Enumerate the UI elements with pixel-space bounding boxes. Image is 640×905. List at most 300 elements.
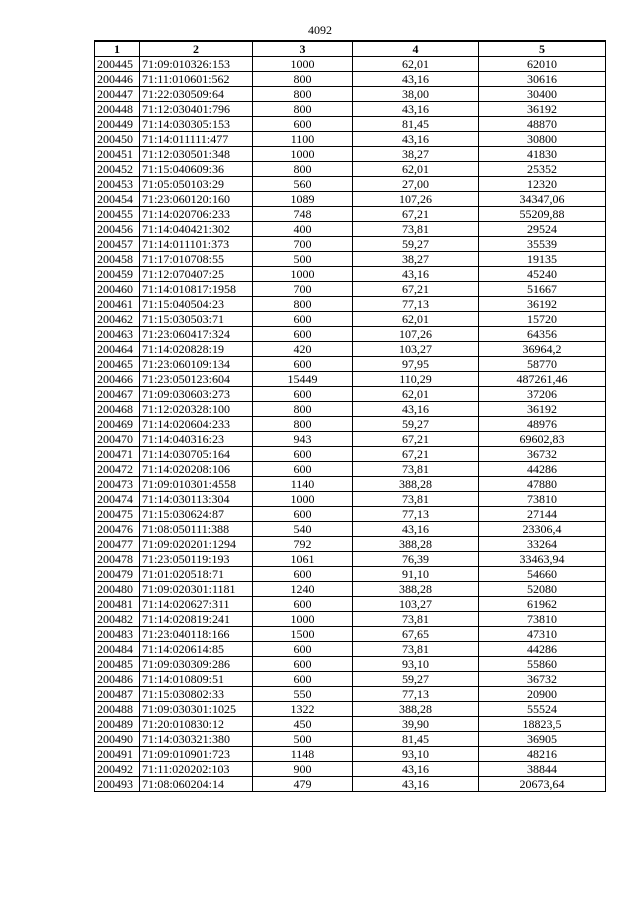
table-cell-col-4: 93,10 xyxy=(353,747,479,762)
table-cell-col-5: 55209,88 xyxy=(479,207,606,222)
table-cell-col-5: 47880 xyxy=(479,477,606,492)
table-cell-col-1: 200464 xyxy=(95,342,140,357)
table-cell-col-3: 800 xyxy=(253,102,353,117)
table-cell-col-3: 1061 xyxy=(253,552,353,567)
table-row xyxy=(95,87,606,102)
table-cell-col-4: 59,27 xyxy=(353,417,479,432)
table-cell-col-4: 81,45 xyxy=(353,117,479,132)
table-cell-col-4: 76,39 xyxy=(353,552,479,567)
table-cell-col-1: 200447 xyxy=(95,87,140,102)
table-cell-col-4: 388,28 xyxy=(353,477,479,492)
table-cell-col-5: 36192 xyxy=(479,102,606,117)
table-cell-col-3: 600 xyxy=(253,462,353,477)
table-cell-col-5: 25352 xyxy=(479,162,606,177)
table-cell-col-4: 39,90 xyxy=(353,717,479,732)
table-cell-col-1: 200471 xyxy=(95,447,140,462)
table-cell-col-2: 71:15:040504:23 xyxy=(140,297,253,312)
table-cell-col-2: 71:15:030802:33 xyxy=(140,687,253,702)
table-cell-col-1: 200448 xyxy=(95,102,140,117)
table-cell-col-1: 200446 xyxy=(95,72,140,87)
table-cell-col-1: 200475 xyxy=(95,507,140,522)
table-cell-col-4: 38,27 xyxy=(353,252,479,267)
table-cell-col-1: 200459 xyxy=(95,267,140,282)
table-cell-col-4: 43,16 xyxy=(353,777,479,792)
table-cell-col-3: 1100 xyxy=(253,132,353,147)
table-cell-col-1: 200467 xyxy=(95,387,140,402)
table-cell-col-2: 71:23:040118:166 xyxy=(140,627,253,642)
table-cell-col-4: 43,16 xyxy=(353,102,479,117)
table-cell-col-1: 200490 xyxy=(95,732,140,747)
table-cell-col-1: 200473 xyxy=(95,477,140,492)
table-cell-col-5: 36905 xyxy=(479,732,606,747)
table-row xyxy=(95,162,606,177)
table-cell-col-2: 71:14:020819:241 xyxy=(140,612,253,627)
table-row xyxy=(95,147,606,162)
table-cell-col-1: 200450 xyxy=(95,132,140,147)
table-cell-col-4: 67,21 xyxy=(353,282,479,297)
table-row xyxy=(95,732,606,747)
table-cell-col-1: 200469 xyxy=(95,417,140,432)
table-cell-col-2: 71:14:010817:1958 xyxy=(140,282,253,297)
table-cell-col-5: 20900 xyxy=(479,687,606,702)
table-cell-col-1: 200472 xyxy=(95,462,140,477)
table-row xyxy=(95,282,606,297)
table-row xyxy=(95,342,606,357)
table-cell-col-2: 71:14:011101:373 xyxy=(140,237,253,252)
table-row xyxy=(95,72,606,87)
table-cell-col-4: 77,13 xyxy=(353,687,479,702)
table-cell-col-2: 71:09:030301:1025 xyxy=(140,702,253,717)
table-cell-col-3: 800 xyxy=(253,72,353,87)
table-row xyxy=(95,207,606,222)
table-cell-col-3: 800 xyxy=(253,402,353,417)
table-row xyxy=(95,117,606,132)
table-row xyxy=(95,132,606,147)
table-row xyxy=(95,477,606,492)
table-cell-col-1: 200484 xyxy=(95,642,140,657)
table-cell-col-2: 71:14:040316:23 xyxy=(140,432,253,447)
table-row xyxy=(95,597,606,612)
table-cell-col-2: 71:01:020518:71 xyxy=(140,567,253,582)
table-cell-col-2: 71:11:010601:562 xyxy=(140,72,253,87)
table-cell-col-4: 59,27 xyxy=(353,672,479,687)
table-row xyxy=(95,762,606,777)
table-cell-col-4: 77,13 xyxy=(353,507,479,522)
table-cell-col-2: 71:23:060120:160 xyxy=(140,192,253,207)
table-row xyxy=(95,462,606,477)
table-cell-col-2: 71:08:050111:388 xyxy=(140,522,253,537)
table-cell-col-4: 103,27 xyxy=(353,597,479,612)
table-cell-col-3: 600 xyxy=(253,117,353,132)
table-row xyxy=(95,402,606,417)
table-cell-col-5: 36732 xyxy=(479,672,606,687)
table-cell-col-4: 67,21 xyxy=(353,207,479,222)
table-cell-col-3: 748 xyxy=(253,207,353,222)
table-cell-col-3: 1140 xyxy=(253,477,353,492)
table-cell-col-5: 35539 xyxy=(479,237,606,252)
table-cell-col-3: 560 xyxy=(253,177,353,192)
table-row xyxy=(95,222,606,237)
table-cell-col-4: 77,13 xyxy=(353,297,479,312)
table-cell-col-3: 600 xyxy=(253,327,353,342)
table-cell-col-3: 600 xyxy=(253,597,353,612)
table-cell-col-5: 45240 xyxy=(479,267,606,282)
table-cell-col-2: 71:20:010830:12 xyxy=(140,717,253,732)
table-cell-col-5: 44286 xyxy=(479,462,606,477)
table-cell-col-4: 62,01 xyxy=(353,387,479,402)
table-cell-col-4: 73,81 xyxy=(353,492,479,507)
table-cell-col-5: 12320 xyxy=(479,177,606,192)
table-cell-col-1: 200483 xyxy=(95,627,140,642)
table-cell-col-4: 73,81 xyxy=(353,642,479,657)
table-cell-col-5: 55860 xyxy=(479,657,606,672)
table-row xyxy=(95,102,606,117)
table-cell-col-1: 200465 xyxy=(95,357,140,372)
table-cell-col-3: 600 xyxy=(253,657,353,672)
table-cell-col-4: 388,28 xyxy=(353,582,479,597)
table-cell-col-4: 43,16 xyxy=(353,522,479,537)
table-cell-col-4: 38,27 xyxy=(353,147,479,162)
table-cell-col-5: 19135 xyxy=(479,252,606,267)
table-cell-col-5: 48870 xyxy=(479,117,606,132)
table-cell-col-1: 200489 xyxy=(95,717,140,732)
table-cell-col-5: 30400 xyxy=(479,87,606,102)
table-cell-col-3: 15449 xyxy=(253,372,353,387)
table-cell-col-5: 37206 xyxy=(479,387,606,402)
table-cell-col-2: 71:11:020202:103 xyxy=(140,762,253,777)
table-cell-col-3: 1148 xyxy=(253,747,353,762)
table-cell-col-2: 71:12:070407:25 xyxy=(140,267,253,282)
table-row xyxy=(95,537,606,552)
table-cell-col-2: 71:15:030503:71 xyxy=(140,312,253,327)
table-cell-col-3: 1322 xyxy=(253,702,353,717)
table-cell-col-4: 43,16 xyxy=(353,132,479,147)
table-cell-col-3: 1000 xyxy=(253,492,353,507)
table-cell-col-2: 71:14:020627:311 xyxy=(140,597,253,612)
table-cell-col-1: 200476 xyxy=(95,522,140,537)
table-cell-col-2: 71:09:010901:723 xyxy=(140,747,253,762)
table-cell-col-2: 71:14:030113:304 xyxy=(140,492,253,507)
table-cell-col-5: 36192 xyxy=(479,402,606,417)
table-cell-col-4: 91,10 xyxy=(353,567,479,582)
table-cell-col-1: 200468 xyxy=(95,402,140,417)
table-cell-col-5: 27144 xyxy=(479,507,606,522)
table-cell-col-5: 18823,5 xyxy=(479,717,606,732)
table-cell-col-4: 67,65 xyxy=(353,627,479,642)
table-cell-col-4: 107,26 xyxy=(353,327,479,342)
table-cell-col-4: 67,21 xyxy=(353,432,479,447)
table-row xyxy=(95,522,606,537)
table-cell-col-3: 600 xyxy=(253,507,353,522)
table-cell-col-2: 71:23:060417:324 xyxy=(140,327,253,342)
table-row xyxy=(95,252,606,267)
table-cell-col-3: 800 xyxy=(253,87,353,102)
table-cell-col-5: 44286 xyxy=(479,642,606,657)
table-cell-col-5: 41830 xyxy=(479,147,606,162)
table-row xyxy=(95,657,606,672)
table-row xyxy=(95,687,606,702)
table-cell-col-3: 700 xyxy=(253,282,353,297)
table-cell-col-5: 47310 xyxy=(479,627,606,642)
table-cell-col-2: 71:17:010708:55 xyxy=(140,252,253,267)
table-cell-col-4: 81,45 xyxy=(353,732,479,747)
table-cell-col-1: 200453 xyxy=(95,177,140,192)
table-cell-col-2: 71:23:060109:134 xyxy=(140,357,253,372)
table-cell-col-4: 388,28 xyxy=(353,702,479,717)
table-row xyxy=(95,417,606,432)
table-cell-col-5: 33264 xyxy=(479,537,606,552)
data-table xyxy=(94,40,606,792)
table-cell-col-5: 30800 xyxy=(479,132,606,147)
table-row xyxy=(95,57,606,72)
table-cell-col-1: 200479 xyxy=(95,567,140,582)
table-cell-col-4: 67,21 xyxy=(353,447,479,462)
table-cell-col-1: 200485 xyxy=(95,657,140,672)
table-cell-col-1: 200487 xyxy=(95,687,140,702)
table-cell-col-3: 700 xyxy=(253,237,353,252)
table-cell-col-5: 33463,94 xyxy=(479,552,606,567)
table-cell-col-3: 600 xyxy=(253,357,353,372)
table-row xyxy=(95,237,606,252)
table-cell-col-3: 800 xyxy=(253,417,353,432)
table-cell-col-3: 600 xyxy=(253,447,353,462)
table-cell-col-5: 64356 xyxy=(479,327,606,342)
table-row xyxy=(95,267,606,282)
table-cell-col-1: 200477 xyxy=(95,537,140,552)
table-cell-col-2: 71:09:030603:273 xyxy=(140,387,253,402)
table-cell-col-1: 200461 xyxy=(95,297,140,312)
table-cell-col-3: 1000 xyxy=(253,57,353,72)
table-cell-col-1: 200482 xyxy=(95,612,140,627)
table-cell-col-2: 71:08:060204:14 xyxy=(140,777,253,792)
table-cell-col-1: 200451 xyxy=(95,147,140,162)
table-row xyxy=(95,387,606,402)
table-cell-col-4: 38,00 xyxy=(353,87,479,102)
table-cell-col-4: 73,81 xyxy=(353,462,479,477)
table-cell-col-4: 73,81 xyxy=(353,222,479,237)
table-row xyxy=(95,747,606,762)
table-cell-col-3: 400 xyxy=(253,222,353,237)
table-cell-col-1: 200488 xyxy=(95,702,140,717)
table-cell-col-4: 62,01 xyxy=(353,57,479,72)
table-row xyxy=(95,642,606,657)
table-cell-col-2: 71:09:030309:286 xyxy=(140,657,253,672)
table-cell-col-4: 103,27 xyxy=(353,342,479,357)
table-cell-col-1: 200458 xyxy=(95,252,140,267)
table-cell-col-2: 71:23:050119:193 xyxy=(140,552,253,567)
table-cell-col-1: 200481 xyxy=(95,597,140,612)
table-cell-col-2: 71:14:030705:164 xyxy=(140,447,253,462)
table-cell-col-1: 200486 xyxy=(95,672,140,687)
table-cell-col-3: 479 xyxy=(253,777,353,792)
table-row xyxy=(95,507,606,522)
table-cell-col-2: 71:15:030624:87 xyxy=(140,507,253,522)
table-cell-col-3: 540 xyxy=(253,522,353,537)
table-cell-col-2: 71:14:020604:233 xyxy=(140,417,253,432)
table-cell-col-2: 71:15:040609:36 xyxy=(140,162,253,177)
table-cell-col-5: 69602,83 xyxy=(479,432,606,447)
table-cell-col-1: 200454 xyxy=(95,192,140,207)
table-row xyxy=(95,492,606,507)
table-cell-col-4: 43,16 xyxy=(353,402,479,417)
table-cell-col-4: 62,01 xyxy=(353,162,479,177)
table-cell-col-3: 600 xyxy=(253,312,353,327)
table-row xyxy=(95,612,606,627)
table-row xyxy=(95,447,606,462)
table-row xyxy=(95,552,606,567)
table-cell-col-5: 55524 xyxy=(479,702,606,717)
table-row xyxy=(95,582,606,597)
table-cell-col-1: 200456 xyxy=(95,222,140,237)
table-cell-col-4: 388,28 xyxy=(353,537,479,552)
table-cell-col-4: 93,10 xyxy=(353,657,479,672)
table-cell-col-5: 61962 xyxy=(479,597,606,612)
table-row xyxy=(95,672,606,687)
table-cell-col-5: 23306,4 xyxy=(479,522,606,537)
table-row xyxy=(95,432,606,447)
column-header-4: 4 xyxy=(353,41,479,57)
table-cell-col-3: 500 xyxy=(253,252,353,267)
table-cell-col-2: 71:09:020201:1294 xyxy=(140,537,253,552)
table-row xyxy=(95,717,606,732)
table-cell-col-1: 200466 xyxy=(95,372,140,387)
table-cell-col-5: 51667 xyxy=(479,282,606,297)
table-row xyxy=(95,192,606,207)
table-cell-col-5: 62010 xyxy=(479,57,606,72)
table-cell-col-2: 71:09:020301:1181 xyxy=(140,582,253,597)
table-row xyxy=(95,372,606,387)
table-cell-col-5: 36964,2 xyxy=(479,342,606,357)
table-row xyxy=(95,702,606,717)
table-cell-col-3: 800 xyxy=(253,297,353,312)
table-cell-col-1: 200480 xyxy=(95,582,140,597)
table-cell-col-2: 71:09:010326:153 xyxy=(140,57,253,72)
table-cell-col-3: 600 xyxy=(253,672,353,687)
table-cell-col-2: 71:14:020208:106 xyxy=(140,462,253,477)
table-cell-col-3: 550 xyxy=(253,687,353,702)
table-cell-col-3: 500 xyxy=(253,732,353,747)
table-cell-col-2: 71:14:030305:153 xyxy=(140,117,253,132)
table-cell-col-1: 200452 xyxy=(95,162,140,177)
table-cell-col-3: 450 xyxy=(253,717,353,732)
table-cell-col-3: 1000 xyxy=(253,147,353,162)
table-cell-col-2: 71:14:011111:477 xyxy=(140,132,253,147)
table-cell-col-1: 200463 xyxy=(95,327,140,342)
table-cell-col-5: 48976 xyxy=(479,417,606,432)
column-header-5: 5 xyxy=(479,41,606,57)
table-cell-col-2: 71:14:030321:380 xyxy=(140,732,253,747)
page-number: 4092 xyxy=(308,23,332,37)
column-header-3: 3 xyxy=(253,41,353,57)
table-cell-col-2: 71:14:010809:51 xyxy=(140,672,253,687)
table-cell-col-5: 15720 xyxy=(479,312,606,327)
table-cell-col-3: 792 xyxy=(253,537,353,552)
table-cell-col-3: 943 xyxy=(253,432,353,447)
table-cell-col-4: 97,95 xyxy=(353,357,479,372)
table-cell-col-5: 20673,64 xyxy=(479,777,606,792)
table-cell-col-4: 110,29 xyxy=(353,372,479,387)
table-cell-col-3: 1000 xyxy=(253,267,353,282)
table-cell-col-4: 73,81 xyxy=(353,612,479,627)
table-cell-col-2: 71:23:050123:604 xyxy=(140,372,253,387)
table-cell-col-2: 71:14:020706:233 xyxy=(140,207,253,222)
table-cell-col-5: 73810 xyxy=(479,612,606,627)
table-cell-col-1: 200470 xyxy=(95,432,140,447)
table-cell-col-4: 43,16 xyxy=(353,72,479,87)
table-cell-col-4: 62,01 xyxy=(353,312,479,327)
table-cell-col-5: 58770 xyxy=(479,357,606,372)
table-cell-col-3: 600 xyxy=(253,642,353,657)
table-cell-col-1: 200445 xyxy=(95,57,140,72)
table-cell-col-4: 43,16 xyxy=(353,762,479,777)
table-cell-col-2: 71:12:030501:348 xyxy=(140,147,253,162)
table-body xyxy=(95,57,606,792)
table-cell-col-3: 1500 xyxy=(253,627,353,642)
table-row xyxy=(95,627,606,642)
table-row xyxy=(95,177,606,192)
table-cell-col-4: 59,27 xyxy=(353,237,479,252)
table-cell-col-3: 420 xyxy=(253,342,353,357)
table-row xyxy=(95,777,606,792)
table-cell-col-3: 1000 xyxy=(253,612,353,627)
table-cell-col-5: 38844 xyxy=(479,762,606,777)
table-cell-col-1: 200478 xyxy=(95,552,140,567)
table-cell-col-3: 1089 xyxy=(253,192,353,207)
table-row xyxy=(95,297,606,312)
table-cell-col-2: 71:12:020328:100 xyxy=(140,402,253,417)
table-cell-col-5: 73810 xyxy=(479,492,606,507)
table-cell-col-1: 200491 xyxy=(95,747,140,762)
table-cell-col-1: 200460 xyxy=(95,282,140,297)
table-cell-col-2: 71:14:020614:85 xyxy=(140,642,253,657)
table-cell-col-1: 200462 xyxy=(95,312,140,327)
table-cell-col-1: 200449 xyxy=(95,117,140,132)
table-cell-col-2: 71:09:010301:4558 xyxy=(140,477,253,492)
table-cell-col-1: 200474 xyxy=(95,492,140,507)
table-cell-col-1: 200455 xyxy=(95,207,140,222)
table-header-row xyxy=(95,41,606,57)
table-cell-col-1: 200492 xyxy=(95,762,140,777)
table-row xyxy=(95,327,606,342)
table-cell-col-5: 487261,46 xyxy=(479,372,606,387)
table-cell-col-3: 600 xyxy=(253,567,353,582)
table-cell-col-2: 71:22:030509:64 xyxy=(140,87,253,102)
table-cell-col-2: 71:05:050103:29 xyxy=(140,177,253,192)
table-cell-col-5: 30616 xyxy=(479,72,606,87)
table-cell-col-4: 43,16 xyxy=(353,267,479,282)
table-cell-col-5: 36732 xyxy=(479,447,606,462)
table-cell-col-5: 36192 xyxy=(479,297,606,312)
table-cell-col-4: 107,26 xyxy=(353,192,479,207)
column-header-2: 2 xyxy=(140,41,253,57)
table-cell-col-2: 71:14:040421:302 xyxy=(140,222,253,237)
table-cell-col-5: 48216 xyxy=(479,747,606,762)
table-row xyxy=(95,312,606,327)
table-cell-col-4: 27,00 xyxy=(353,177,479,192)
column-header-1: 1 xyxy=(95,41,140,57)
table-cell-col-5: 54660 xyxy=(479,567,606,582)
table-row xyxy=(95,567,606,582)
table-cell-col-3: 900 xyxy=(253,762,353,777)
table-cell-col-3: 600 xyxy=(253,387,353,402)
table-cell-col-2: 71:12:030401:796 xyxy=(140,102,253,117)
table-row xyxy=(95,357,606,372)
table-cell-col-1: 200493 xyxy=(95,777,140,792)
table-cell-col-5: 52080 xyxy=(479,582,606,597)
table-cell-col-3: 1240 xyxy=(253,582,353,597)
table-cell-col-3: 800 xyxy=(253,162,353,177)
table-cell-col-5: 29524 xyxy=(479,222,606,237)
